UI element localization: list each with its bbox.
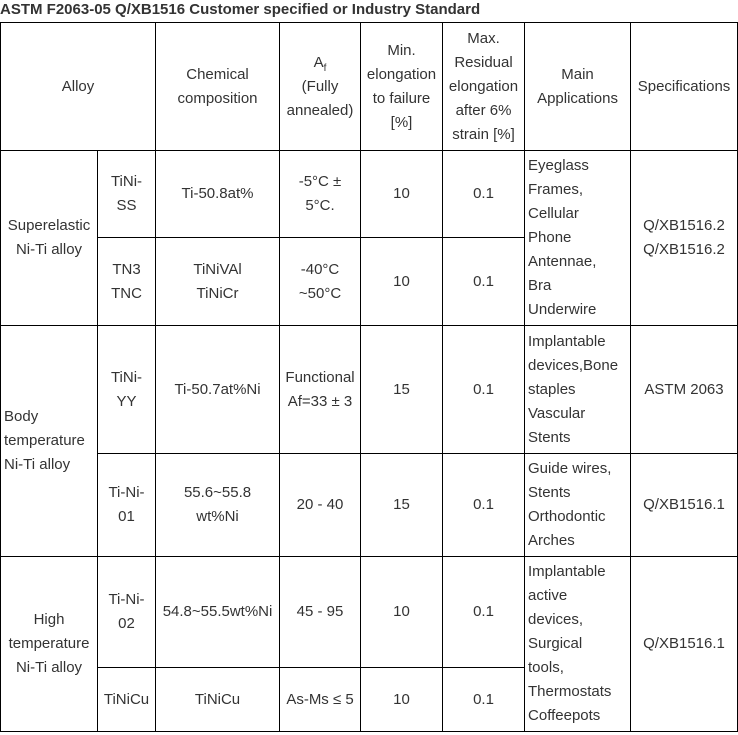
grade-cell xyxy=(98,151,156,238)
grade-line: TNC xyxy=(111,284,142,302)
application-line: Guide wires, xyxy=(528,460,612,477)
min-elongation-cell: 10 xyxy=(361,557,443,668)
application-line: Antennae, xyxy=(528,253,597,270)
application-line: Phone xyxy=(528,229,572,246)
application-line: Arches xyxy=(528,532,575,549)
max-residual-cell: 0.1 xyxy=(443,668,525,732)
grade-cell xyxy=(98,454,156,557)
composition-cell xyxy=(156,326,280,454)
application-line: Vascular xyxy=(528,404,586,422)
application-line: Stents xyxy=(528,428,571,446)
group-name-line: Body xyxy=(4,408,39,425)
af-line: 45 - 95 xyxy=(296,603,344,620)
af-cell xyxy=(280,668,361,732)
specification-line: Q/XB1516.2 xyxy=(643,217,725,234)
group-name-line: High xyxy=(33,611,65,628)
group-name-high-temperature xyxy=(1,557,98,732)
header-line: Main xyxy=(561,65,594,83)
header-max-residual xyxy=(443,23,525,151)
header-main-applications xyxy=(525,23,631,151)
header-line: composition xyxy=(177,89,258,107)
application-line: devices,Bone xyxy=(528,356,619,374)
header-line: Residual xyxy=(454,53,513,71)
grade-line: YY xyxy=(116,392,137,410)
application-line: Implantable xyxy=(528,332,606,350)
header-line: annealed) xyxy=(286,101,354,119)
composition-line: TiNiVAl xyxy=(193,260,242,278)
composition-line: Ti-50.8at% xyxy=(181,185,254,202)
grade-cell xyxy=(98,238,156,326)
composition-cell xyxy=(156,668,280,732)
grade-line: 02 xyxy=(118,615,135,632)
header-min-elongation xyxy=(361,23,443,151)
af-line: As-Ms ≤ 5 xyxy=(286,690,354,708)
applications-cell xyxy=(525,326,631,454)
applications-cell xyxy=(525,454,631,557)
application-line: active xyxy=(528,587,568,604)
applications-cell xyxy=(525,557,631,732)
group-name-superelastic xyxy=(1,151,98,326)
header-line: Min. xyxy=(387,41,416,59)
composition-cell xyxy=(156,238,280,326)
page-title: ASTM F2063-05 Q/XB1516 Customer specified or Industry Standard xyxy=(0,1,481,18)
group-name-line: temperature xyxy=(8,635,90,652)
grade-line: Ti-Ni- xyxy=(108,591,145,608)
header-line: (Fully xyxy=(301,77,339,95)
header-specifications: Specifications xyxy=(631,23,738,151)
composition-line: 54.8~55.5wt%Ni xyxy=(162,603,273,620)
application-line: staples xyxy=(528,380,576,398)
group-name-line: temperature xyxy=(4,432,85,449)
group-name-line: Ni-Ti alloy xyxy=(15,659,83,676)
header-line: elongation xyxy=(448,77,519,95)
application-line: devices, xyxy=(528,611,584,628)
grade-line: TiNiCu xyxy=(103,690,150,708)
application-line: Implantable xyxy=(528,563,606,580)
header-af xyxy=(280,23,361,151)
application-line: Eyeglass xyxy=(528,157,589,174)
header-line: Chemical xyxy=(186,65,249,83)
header-line: to failure xyxy=(372,89,431,107)
alloy-specification-table xyxy=(0,22,738,732)
grade-line: TiNi- xyxy=(110,368,143,386)
header-line: strain [%] xyxy=(452,125,515,143)
af-line: -40°C xyxy=(300,260,340,278)
application-line: Stents xyxy=(528,484,571,501)
max-residual-cell: 0.1 xyxy=(443,454,525,557)
max-residual-cell: 0.1 xyxy=(443,238,525,326)
af-subscript: f xyxy=(323,62,327,74)
composition-line: 55.6~55.8 xyxy=(183,484,252,501)
header-line: after 6% xyxy=(455,101,512,119)
grade-line: TN3 xyxy=(112,260,141,278)
max-residual-cell: 0.1 xyxy=(443,557,525,668)
specification-line: Q/XB1516.2 xyxy=(643,241,725,258)
application-line: Underwire xyxy=(528,301,597,318)
max-residual-cell: 0.1 xyxy=(443,151,525,238)
composition-cell xyxy=(156,151,280,238)
header-line: Applications xyxy=(537,89,618,107)
composition-line: TiNiCu xyxy=(194,690,241,708)
af-cell xyxy=(280,326,361,454)
specifications-cell xyxy=(631,151,738,326)
application-line: Cellular xyxy=(528,205,579,222)
grade-line: SS xyxy=(116,197,137,214)
application-line: Thermostats xyxy=(528,683,612,700)
header-line xyxy=(281,51,359,75)
af-symbol: A xyxy=(313,53,324,71)
af-cell xyxy=(280,557,361,668)
grade-line: TiNi- xyxy=(110,173,143,190)
min-elongation-cell: 15 xyxy=(361,326,443,454)
grade-cell xyxy=(98,326,156,454)
max-residual-cell: 0.1 xyxy=(443,326,525,454)
header-chemical-composition xyxy=(156,23,280,151)
specification-line: ASTM 2063 xyxy=(644,380,724,398)
application-line: Bra xyxy=(528,277,552,294)
min-elongation-cell: 15 xyxy=(361,454,443,557)
af-line: 20 - 40 xyxy=(296,496,344,513)
min-elongation-cell: 10 xyxy=(361,238,443,326)
grade-cell xyxy=(98,668,156,732)
application-line: tools, xyxy=(528,659,564,676)
table-row xyxy=(1,151,738,238)
specification-line: Q/XB1516.1 xyxy=(643,496,725,513)
af-line: ~50°C xyxy=(298,284,342,302)
composition-cell xyxy=(156,557,280,668)
min-elongation-cell: 10 xyxy=(361,151,443,238)
group-name-line: Ni-Ti alloy xyxy=(4,456,71,473)
application-line: Frames, xyxy=(528,181,584,198)
header-row xyxy=(1,23,738,151)
composition-line: wt%Ni xyxy=(196,508,239,525)
af-line: Functional xyxy=(285,368,355,386)
composition-line: Ti-50.7at%Ni xyxy=(174,380,261,398)
application-line: Surgical xyxy=(528,635,583,652)
applications-cell xyxy=(525,151,631,326)
specifications-cell xyxy=(631,454,738,557)
grade-cell xyxy=(98,557,156,668)
af-cell xyxy=(280,238,361,326)
grade-line: Ti-Ni- xyxy=(108,484,145,501)
application-line: Coffeepots xyxy=(528,707,601,724)
group-name-body-temperature xyxy=(1,326,98,557)
af-line: -5°C ± xyxy=(298,173,342,190)
header-line: Max. xyxy=(467,29,500,47)
af-cell xyxy=(280,454,361,557)
composition-line: TiNiCr xyxy=(196,284,239,302)
table-row xyxy=(1,326,738,454)
composition-cell xyxy=(156,454,280,557)
af-line: Af=33 ± 3 xyxy=(287,392,353,410)
header-line: elongation xyxy=(366,65,437,83)
application-line: Orthodontic xyxy=(528,508,606,525)
table-row xyxy=(1,454,738,557)
table-row xyxy=(1,557,738,668)
specification-line: Q/XB1516.1 xyxy=(643,635,725,652)
min-elongation-cell: 10 xyxy=(361,668,443,732)
specifications-cell xyxy=(631,557,738,732)
header-line: [%] xyxy=(390,113,413,131)
header-alloy: Alloy xyxy=(1,23,156,151)
af-cell xyxy=(280,151,361,238)
group-name-line: Ni-Ti alloy xyxy=(15,241,83,258)
grade-line: 01 xyxy=(118,508,135,525)
af-line: 5°C. xyxy=(305,197,335,214)
group-name-line: Superelastic xyxy=(7,217,91,234)
specifications-cell xyxy=(631,326,738,454)
